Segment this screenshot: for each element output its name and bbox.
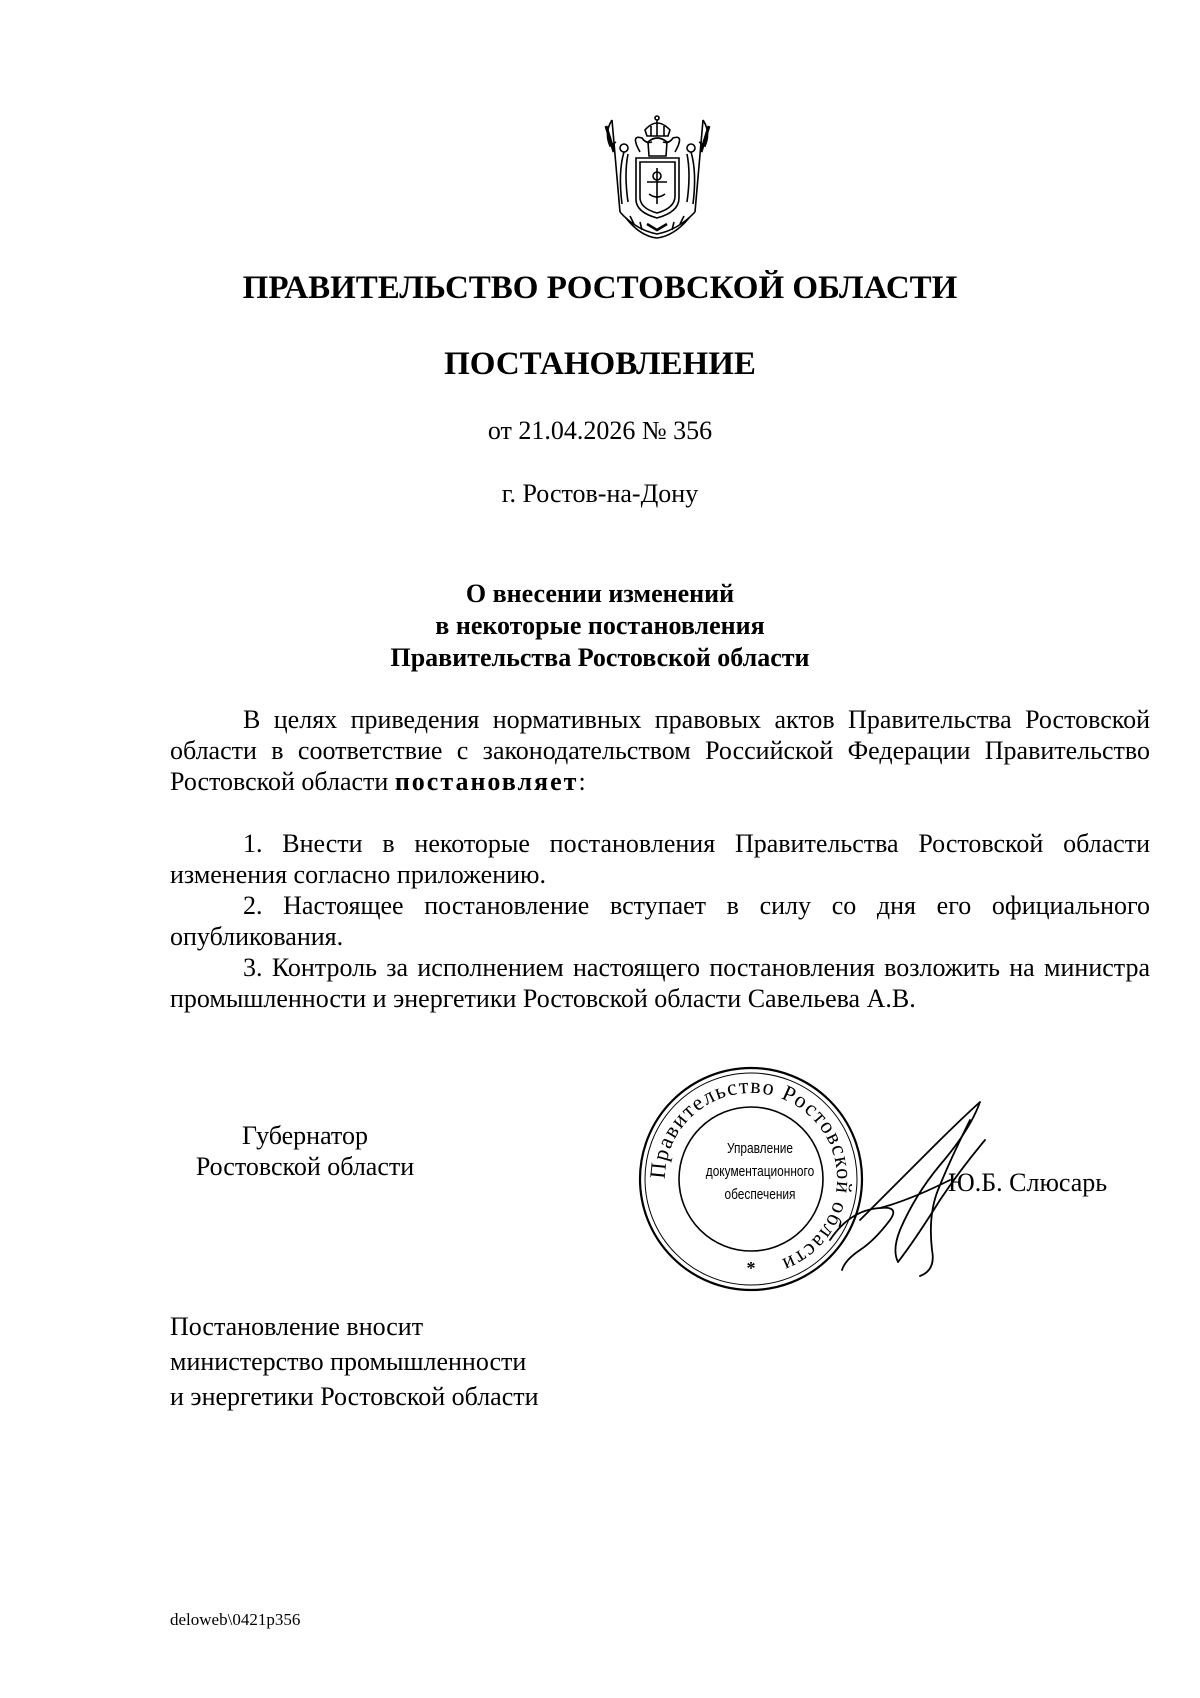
stamp-center-line: Управление — [726, 1141, 794, 1157]
introducer-line: и энергетики Ростовской области — [170, 1382, 539, 1411]
preamble-text: В целях приведения нормативных правовых актов Правительства Ростовской области в соответствие с законодательством Российской Федерации Правительство Ростовской области — [170, 705, 1150, 796]
document-body — [170, 704, 1150, 1014]
stamp-center-line: документационного — [705, 1164, 815, 1180]
subject-line: Правительства Ростовской области — [390, 643, 810, 672]
stamp-center-line: обеспечения — [724, 1187, 796, 1203]
stamp-star: * — [746, 1258, 756, 1278]
point-item: 1. Внести в некоторые постановления Правительства Ростовской области изменения согласно приложению. — [170, 829, 1150, 889]
document-type-title: ПОСТАНОВЛЕНИЕ — [444, 346, 756, 382]
introducer-block — [170, 1309, 670, 1414]
introducer-line: министерство промышленности — [170, 1347, 527, 1376]
subject-line: О внесении изменений — [465, 579, 735, 608]
subject-line: в некоторые постановления — [435, 611, 765, 640]
position-line: Губернатор — [242, 1121, 368, 1150]
point-item: 3. Контроль за исполнением настоящего постановления возложить на министра промышленности и энергетики Ростовской области Савельева А.В. — [170, 953, 1150, 1013]
signer-name: Ю.Б. Слюсарь — [948, 1168, 1108, 1197]
introducer-line: Постановление вносит — [170, 1312, 424, 1341]
stamp-ring-text: Правительство Ростовской области — [644, 1072, 858, 1279]
document-city: г. Ростов-на-Дону — [501, 479, 699, 508]
file-code: deloweb\0421p356 — [170, 1610, 301, 1629]
document-date-number: от 21.04.2026 № 356 — [487, 416, 713, 445]
coat-of-arms-emblem — [600, 112, 715, 240]
point-item: 2. Настоящее постановление вступает в силу со дня его официального опубликования. — [170, 891, 1150, 951]
decision-word: постановляет — [394, 767, 579, 796]
preamble-paragraph — [170, 704, 1150, 797]
document-subject — [0, 578, 1200, 674]
preamble-colon: : — [578, 767, 586, 796]
position-line: Ростовской области — [195, 1152, 415, 1181]
organization-title: ПРАВИТЕЛЬСТВО РОСТОВСКОЙ ОБЛАСТИ — [242, 270, 958, 306]
governor-position — [170, 1120, 440, 1182]
